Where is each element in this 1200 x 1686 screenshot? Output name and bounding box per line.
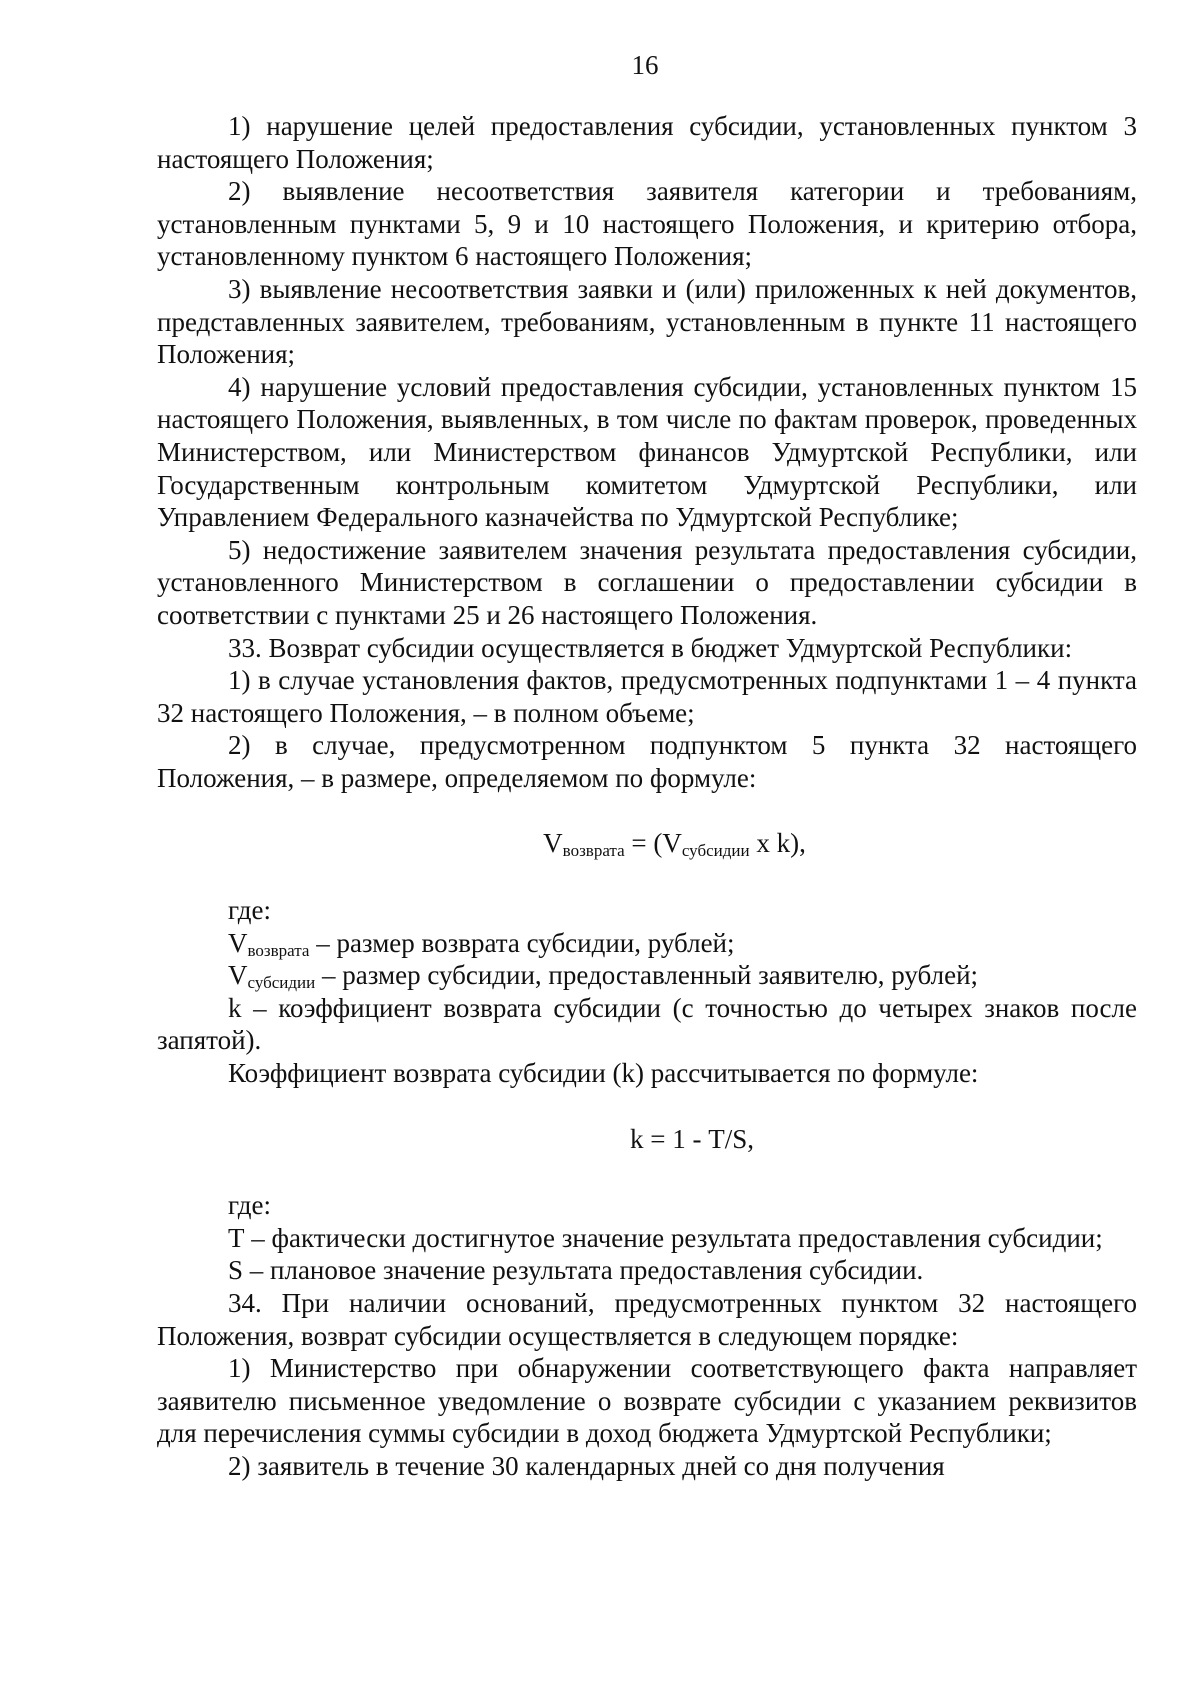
paragraph-clause-5: 5) недостижение заявителем значения результата предоставления субсидии, установленного Министерством в соглашении о предоставлении субсидии в соответствии с пунктами 25 и 26 настоящего Положения. — [157, 534, 1137, 630]
paragraph-34-1: 1) Министерство при обнаружении соответствующего факта направляет заявителю письменное уведомление о возврате субсидии с указанием реквизитов для перечисления суммы субсидии в доход бюджета Удмуртской Республики; — [157, 1353, 1137, 1449]
paragraph-clause-2: 2) выявление несоответствия заявителя категории и требованиям, установленным пунктами 5, 9 и 10 настоящего Положения, и критерию отбора, установленному пунктом 6 настоящего Положения; — [157, 176, 1137, 272]
definition-v-subsidii: $V_{субсидии}$ – размер субсидии, предоставленный заявителю, рублей; — [228, 960, 979, 993]
paragraph-section-34: 34. При наличии оснований, предусмотренных пунктом 32 настоящего Положения, возврат субсидии осуществляется в следующем порядке: — [157, 1288, 1137, 1351]
subscript-vozvrata: возврата — [562, 841, 625, 861]
paragraph-33-1: 1) в случае установления фактов, предусмотренных подпунктами 1 – 4 пункта 32 настоящего Положения, – в полном объеме; — [157, 665, 1137, 728]
where-label-2: где: — [228, 1190, 271, 1221]
definition-s: S – плановое значение результата предоставления субсидии. — [228, 1255, 924, 1286]
subscript-subsidii: субсидии — [681, 841, 750, 861]
paragraph-section-33: 33. Возврат субсидии осуществляется в бюджет Удмуртской Республики: — [228, 632, 1073, 663]
formula-return-amount: $V_{возврата} = (V_{субсидии}$ x k), — [543, 828, 806, 861]
definition-t: Т – фактически достигнутое значение результата предоставления субсидии; — [228, 1222, 1103, 1253]
formula-coefficient: k = 1 - Т/S, — [630, 1123, 754, 1154]
where-label-1: где: — [228, 895, 271, 926]
paragraph-clause-4: 4) нарушение условий предоставления субсидии, установленных пунктом 15 настоящего Положения, выявленных, в том числе по фактам проверок, проведенных Министерством, или Министерством финансов Удмуртской Республики, или Государственным контрольным комитетом Удмуртской Республики, или Управлением Федерального казначейства по Удмуртской Республике; — [157, 371, 1137, 533]
page-number: 16 — [631, 50, 659, 80]
definition-k: k – коэффициент возврата субсидии (с точностью до четырех знаков после запятой). — [157, 992, 1137, 1056]
definition-v-vozvrata: $V_{возврата}$ – размер возврата субсидии, рублей; — [228, 927, 735, 960]
paragraph-34-2: 2) заявитель в течение 30 календарных дней со дня получения — [228, 1450, 945, 1481]
paragraph-33-2: 2) в случае, предусмотренном подпунктом 5 пункта 32 настоящего Положения, – в размере, определяемом по формуле: — [157, 730, 1137, 793]
document-body — [157, 110, 1137, 1483]
paragraph-coefficient: Коэффициент возврата субсидии (k) рассчитывается по формуле: — [228, 1058, 979, 1089]
paragraph-clause-3: 3) выявление несоответствия заявки и (или) приложенных к ней документов, представленных заявителем, требованиям, установленным в пункте 11 настоящего Положения; — [157, 273, 1137, 370]
paragraph-clause-1: 1) нарушение целей предоставления субсидии, установленных пунктом 3 настоящего Положения; — [157, 111, 1137, 174]
